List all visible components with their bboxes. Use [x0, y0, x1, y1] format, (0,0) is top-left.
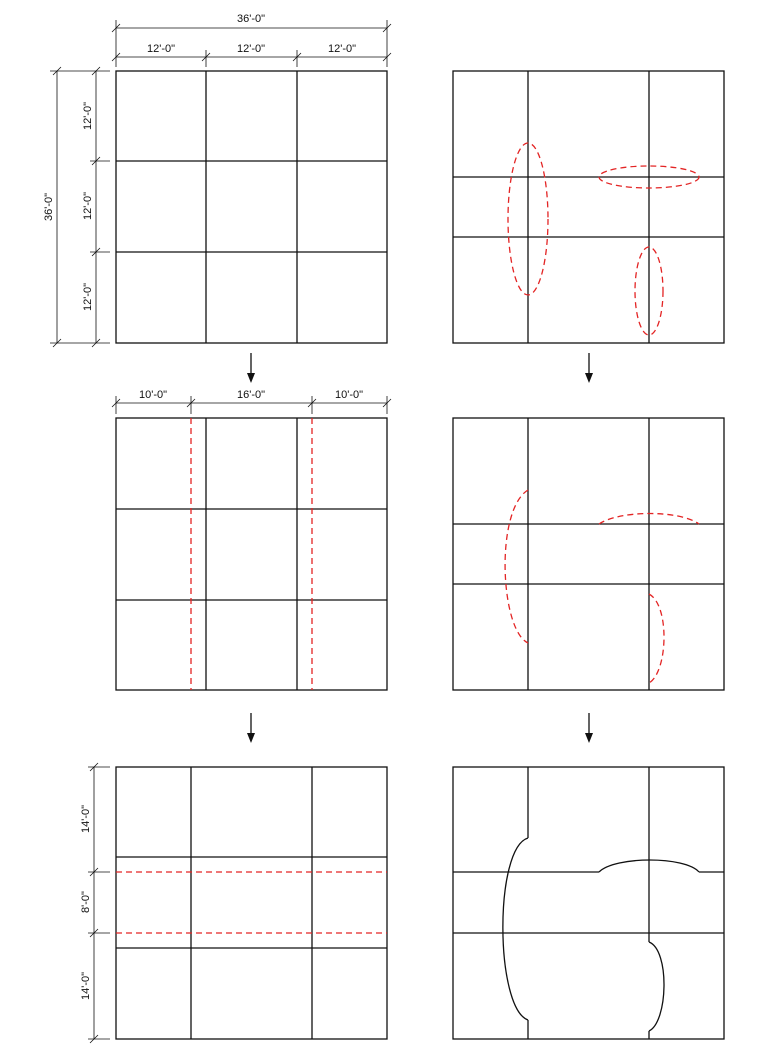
- down-arrow-icon: [247, 713, 255, 743]
- dimension-step3-left: [80, 763, 110, 1043]
- dimension-label: 14'-0": [80, 804, 92, 834]
- panel-shifted-columns: [116, 418, 387, 690]
- down-arrow-icon: [247, 353, 255, 383]
- down-arrow-icon: [585, 353, 593, 383]
- panel-regular-grid: [116, 71, 387, 343]
- dimension-top-segments: [112, 43, 391, 67]
- dimension-label: 36'-0": [236, 13, 266, 25]
- dimension-overall-left: [43, 67, 110, 347]
- panel-shifted-rows: [116, 767, 387, 1039]
- highlight-arc: [505, 490, 528, 643]
- panel-irregular-grid-arcs: [453, 418, 724, 690]
- dimension-label: 12'-0": [82, 191, 94, 221]
- dimension-label: 12'-0": [327, 43, 357, 55]
- dimension-label: 10'-0": [138, 389, 168, 401]
- panel-final-curved-grid: [453, 767, 724, 1039]
- dimension-label: 16'-0": [236, 389, 266, 401]
- dimension-label: 10'-0": [334, 389, 364, 401]
- dimension-label: 14'-0": [80, 971, 92, 1001]
- dimension-label: 8'-0": [80, 891, 92, 913]
- dimension-label: 12'-0": [146, 43, 176, 55]
- highlight-arc: [649, 594, 664, 683]
- dimension-label: 36'-0": [43, 192, 55, 222]
- dimension-step2-top: [112, 389, 391, 414]
- down-arrow-icon: [585, 713, 593, 743]
- dimension-left-segments: [82, 67, 110, 347]
- panel-irregular-grid-marked: [453, 71, 724, 343]
- dimension-label: 12'-0": [82, 282, 94, 312]
- dimension-label: 12'-0": [82, 101, 94, 131]
- dimension-overall-top: [112, 13, 391, 67]
- dimension-label: 12'-0": [236, 43, 266, 55]
